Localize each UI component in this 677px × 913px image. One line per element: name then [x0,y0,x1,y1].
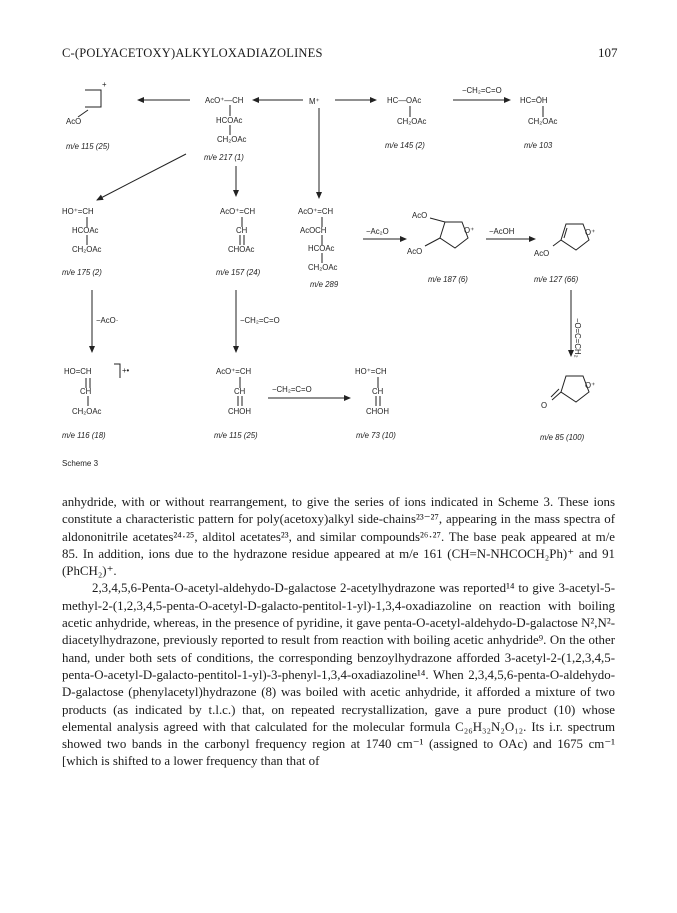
chain-116-mid: CH [80,387,92,396]
chain-175-mid: HCOAc [72,226,99,235]
mz-103: m/e 103 [524,141,553,150]
chain-103-top: HC=ÖH [520,96,548,105]
chain-157-mid: CH [236,226,248,235]
molecular-ion: M⁺ [309,97,320,106]
mz-73: m/e 73 (10) [356,431,396,440]
mz-115-a: m/e 115 (25) [66,142,110,151]
chain-217-mid: HCOAc [216,116,243,125]
ring-85-carbonyl: O [541,401,548,410]
chain-115-top: AcO⁺=CH [216,367,252,376]
chain-73-bot: CHOH [366,407,389,416]
paragraph-1: anhydride, with or without rearrangement, to give the series of ions indicated in Scheme 3. These ions constitute a characteristic pattern for poly(acetoxy)alkyl side-chains²³⁻²⁷, appearing in the mass spectra of aldononitrile acetates²⁴·²⁵, alditol acetates²³, and similar compounds²⁶·²⁷. The base peak appeared at m/e 85. In addition, ions due to the hydrazone residue appeared at m/e 161 (CH=N-NHCOCH₂Ph)⁺ and 91 (PhCH₂)⁺. [62,495,615,579]
paragraph-2: 2,3,4,5,6-Penta-O-acetyl-aldehydo-D-galactose 2-acetylhydrazone was reported¹⁴ to give 3-acetyl-5-methyl-2-(1,2,3,4,5-penta-O-acetyl-D-galacto-pentitol-1-yl)-1,3,4-oxadiazoline on reaction with boiling acetic anhydride, whereas, in the presence of pyridine, it gave penta-O-acetyl-aldehydo-D-galactose N²,N²-diacetylhydrazone, previously reported to result from reaction with boiling acetic anhydride⁹. On the other hand, under both sets of conditions, the corresponding benzoylhydrazone afforded 3-acetyl-2-(1,2,3,4,5-penta-O-acetyl-D-galacto-pentitol-1-yl)-3-phenyl-1,3,4-oxadiazoline¹⁴. When 2,3,4,5,6-penta-O-aldehydo-D-galactose (phenylacetyl)hydrazone (8) was boiled with acetic anhydride, it afforded a mixture of two products (as indicated by t.l.c.) that, on repeated recrystallization, gave a pure product (10) whose elemental analysis agreed with that calculated for the molecular formula C₂₆H₃₂N₂O₁₂. Its i.r. spectrum showed two bands in the carbonyl frequency region at 1740 cm⁻¹ (assigned to OAc) and 1675 cm⁻¹ [which is shifted to a lower frequency than that of [62,581,615,769]
chain-289-mid2: HCOAc [308,244,335,253]
oxete-substituent: AcO [66,117,82,126]
acoh-loss: −AcOH [489,227,515,236]
mz-175: m/e 175 (2) [62,268,102,277]
scheme-caption: Scheme 3 [62,459,99,468]
chain-73-top: HO⁺=CH [355,367,387,376]
mz-217: m/e 217 (1) [204,153,244,162]
ring-187-aco-top: AcO [412,211,428,220]
chain-157-bot: CHOAc [228,245,255,254]
chain-157-top: AcO⁺=CH [220,207,256,216]
ketene-loss-1: −CH₂=C=O [462,86,502,95]
ketene-loss-mid: −CH₂=C=O [240,316,280,325]
oxete-charge: + [102,80,107,89]
ring-187-aco-bot: AcO [407,247,423,256]
chain-116-bot: CH₂OAc [72,407,102,416]
mz-145: m/e 145 (2) [385,141,425,150]
page-number: 107 [598,45,618,60]
chain-289-mid1: AcOCH [300,226,327,235]
mz-187: m/e 187 (6) [428,275,468,284]
ring-85-oxygen: O⁺ [585,381,596,390]
chain-116-top: HO=CH [64,367,92,376]
chain-289-top: AcO⁺=CH [298,207,334,216]
mz-127: m/e 127 (66) [534,275,579,284]
oxete-ring-icon [85,90,101,107]
ketene-loss-row3: −CH₂=C=O [272,385,312,394]
chain-145-top: HC—OAc [387,96,422,105]
chain-175-bot: CH₂OAc [72,245,102,254]
mz-157: m/e 157 (24) [216,268,261,277]
ring-187-oxygen: O⁺ [464,226,475,235]
mz-116: m/e 116 (18) [62,431,106,440]
chain-73-mid: CH [372,387,384,396]
running-title: C-(POLYACETOXY)ALKYLOXADIAZOLINES [62,46,323,60]
chain-175-top: HO⁺=CH [62,207,94,216]
mz-115-b: m/e 115 (25) [214,431,258,440]
chain-116-charge: +• [122,366,130,375]
chain-115-bot: CHOH [228,407,251,416]
chain-217-top: AcO⁺—CH [205,96,244,105]
body-text [62,494,615,771]
chain-103-bot: CH₂OAc [528,117,558,126]
ac2o-loss: −Ac₂O [366,227,389,236]
ring-127-oxygen: O⁺ [585,228,596,237]
chain-289-bot: CH₂OAc [308,263,338,272]
chain-115-mid: CH [234,387,246,396]
ring-127-aco: AcO [534,249,550,258]
chain-145-bot: CH₂OAc [397,117,427,126]
aco-loss: −AcO· [96,316,119,325]
mz-289: m/e 289 [310,280,339,289]
ketene-loss-right: −O=C=CH₂ [573,318,582,358]
mz-85: m/e 85 (100) [540,433,585,442]
chain-217-bot: CH₂OAc [217,135,247,144]
